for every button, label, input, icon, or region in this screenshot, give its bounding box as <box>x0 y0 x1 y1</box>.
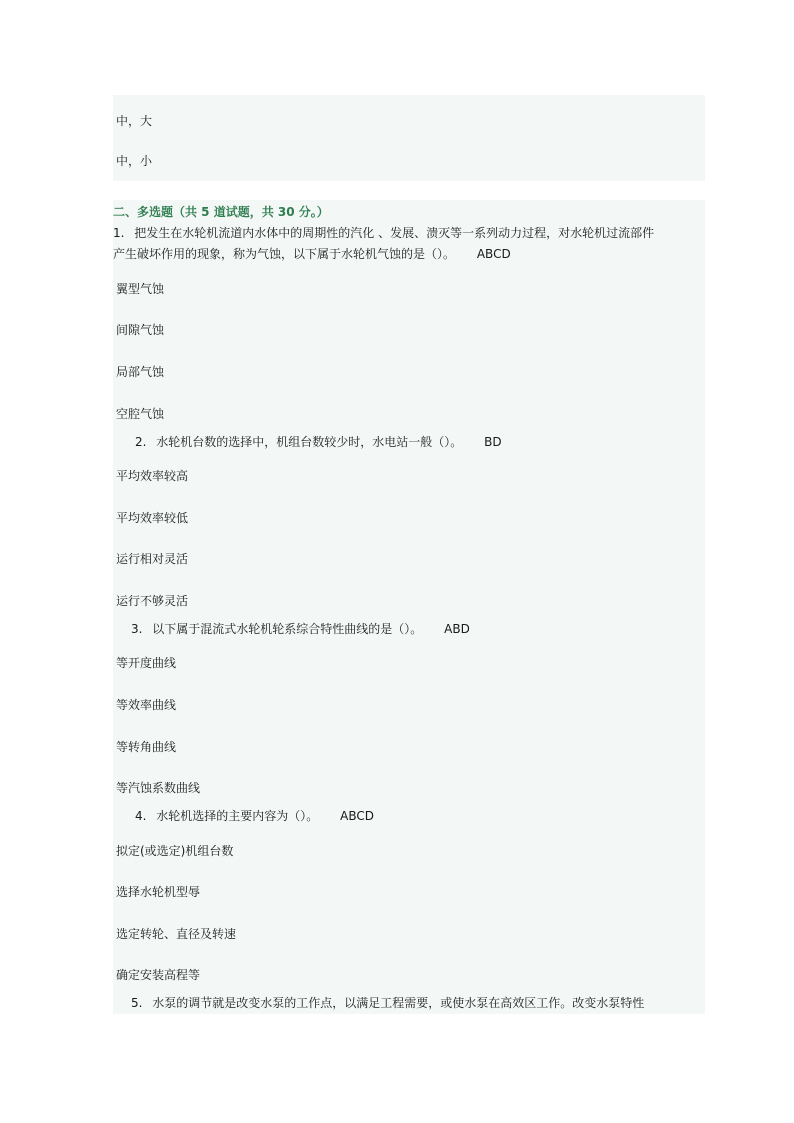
option-text: 选定转轮、直径及转速 <box>116 927 237 941</box>
question-number: 4. <box>135 809 147 823</box>
option-text: 确定安装高程等 <box>116 968 201 982</box>
answer-key: ABCD <box>476 247 511 261</box>
option-text: 选择水轮机型辱 <box>116 885 201 899</box>
answer-key: ABCD <box>340 809 374 823</box>
question-text: 水轮机台数的选择中，机组台数较少时，水电站一般（）。 <box>156 435 463 449</box>
question-4 <box>135 808 374 824</box>
previous-question-options-panel <box>113 95 705 181</box>
question-3 <box>131 621 470 637</box>
option-text: 等效率曲线 <box>116 698 177 712</box>
option-text: 平均效率较低 <box>116 511 189 525</box>
option-text: 等开度曲线 <box>116 656 177 670</box>
option-text: 间隙气蚀 <box>116 323 165 337</box>
option-text: 等汽蚀系数曲线 <box>116 781 201 795</box>
question-number: 1. <box>113 226 125 240</box>
option-text: 平均效率较高 <box>116 469 189 483</box>
question-text: 把发生在水轮机流道内水体中的周期性的汽化 、发展、溃灭等一系列动力过程，对水轮机过流部件 <box>134 226 655 240</box>
section-title: 二、多选题（共 5 道试题，共 30 分。） <box>113 205 329 219</box>
question-1-continued <box>113 246 511 262</box>
option-text: 中，大 <box>116 114 153 128</box>
question-number: 2. <box>135 435 147 449</box>
question-text: 以下属于混流式水轮机轮系综合特性曲线的是（）。 <box>152 622 423 636</box>
multiple-choice-section-panel <box>113 200 705 1014</box>
option-text: 运行不够灵活 <box>116 594 189 608</box>
option-text: 中，小 <box>116 154 153 168</box>
question-text: 水泵的调节就是改变水泵的工作点，以满足工程需要，或使水泵在高效区工作。改变水泵特性 <box>152 996 645 1010</box>
answer-key: ABD <box>444 622 470 636</box>
question-2 <box>135 434 502 450</box>
option-text: 等转角曲线 <box>116 740 177 754</box>
option-text: 翼型气蚀 <box>116 282 165 296</box>
question-5 <box>131 995 644 1011</box>
answer-key: BD <box>484 435 502 449</box>
question-text: 产生破坏作用的现象，称为气蚀，以下属于水轮机气蚀的是（）。 <box>113 247 456 261</box>
question-number: 5. <box>131 996 143 1010</box>
question-text: 水轮机选择的主要内容为（）。 <box>156 809 319 823</box>
option-text: 运行相对灵活 <box>116 552 189 566</box>
option-text: 拟定(或选定)机组台数 <box>116 844 234 858</box>
option-text: 局部气蚀 <box>116 365 165 379</box>
question-number: 3. <box>131 622 143 636</box>
option-text: 空腔气蚀 <box>116 407 165 421</box>
question-1 <box>113 225 654 241</box>
